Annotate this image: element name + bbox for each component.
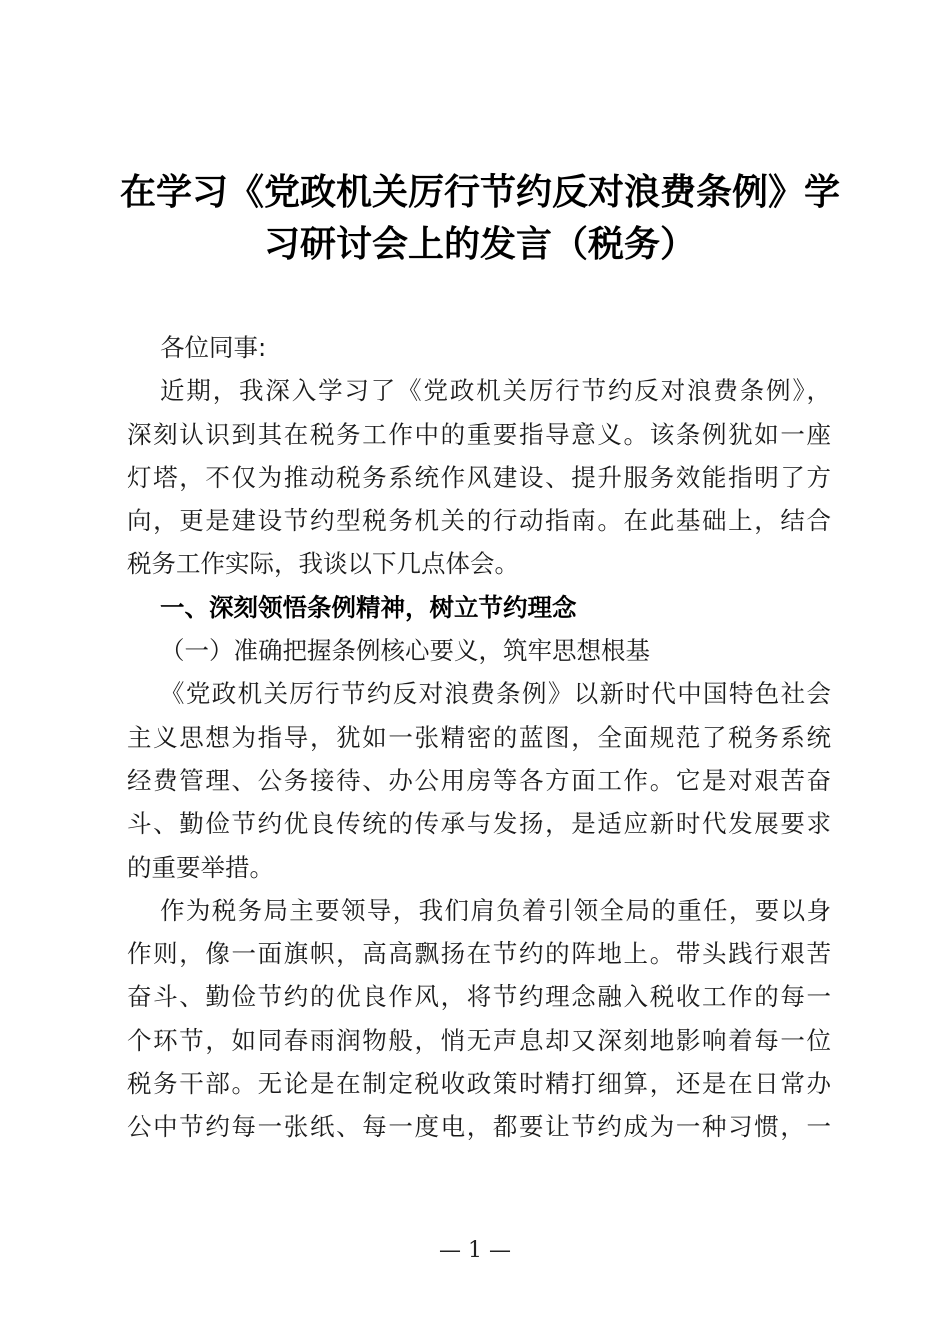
paragraph-intro — [127, 369, 831, 585]
page-number: — 1 — — [439, 1238, 511, 1263]
paragraph-line: 灯塔，不仅为推动税务系统作风建设、提升服务效能指明了方 — [127, 462, 831, 492]
paragraph-line: 作则，像一面旗帜，高高飘扬在节约的阵地上。带头践行艰苦 — [127, 939, 831, 969]
paragraph-line: 的重要举措。 — [127, 852, 274, 882]
paragraph-line: 作为税务局主要领导，我们肩负着引领全局的重任，要以身 — [160, 895, 831, 925]
paragraph-line: 《党政机关厉行节约反对浪费条例》以新时代中国特色社会 — [160, 679, 831, 709]
section-heading-1: 一、深刻领悟条例精神，树立节约理念 — [160, 592, 577, 622]
paragraph-line: 个环节，如同春雨润物般，悄无声息却又深刻地影响着每一位 — [127, 1025, 831, 1055]
paragraph-line: 经费管理、公务接待、办公用房等各方面工作。它是对艰苦奋 — [127, 765, 831, 795]
paragraph-line: 主义思想为指导，犹如一张精密的蓝图，全面规范了税务系统 — [127, 722, 831, 752]
paragraph-line: 税务干部。无论是在制定税收政策时精打细算，还是在日常办 — [127, 1069, 831, 1099]
paragraph-line: 税务工作实际，我谈以下几点体会。 — [127, 549, 519, 579]
title-line-1: 在学习《党政机关厉行节约反对浪费条例》学 — [120, 171, 841, 213]
paragraph-leadership — [127, 889, 831, 1149]
paragraph-line: 公中节约每一张纸、每一度电，都要让节约成为一种习惯，一 — [127, 1112, 831, 1142]
paragraph-line: 奋斗、勤俭节约的优良作风，将节约理念融入税收工作的每一 — [127, 982, 831, 1012]
paragraph-line: 近期，我深入学习了《党政机关厉行节约反对浪费条例》， — [160, 376, 831, 406]
document-body — [127, 326, 831, 1149]
subsection-heading-1: （一）准确把握条例核心要义，筑牢思想根基 — [160, 636, 650, 666]
paragraph-line: 向，更是建设节约型税务机关的行动指南。在此基础上，结合 — [127, 506, 831, 536]
document-title — [120, 166, 840, 270]
salutation: 各位同事: — [160, 333, 267, 362]
title-line-2: 习研讨会上的发言（税务） — [263, 223, 696, 265]
paragraph-regulation — [127, 672, 831, 888]
paragraph-line: 斗、勤俭节约优良传统的传承与发扬，是适应新时代发展要求 — [127, 809, 831, 839]
paragraph-line: 深刻认识到其在税务工作中的重要指导意义。该条例犹如一座 — [127, 419, 831, 449]
